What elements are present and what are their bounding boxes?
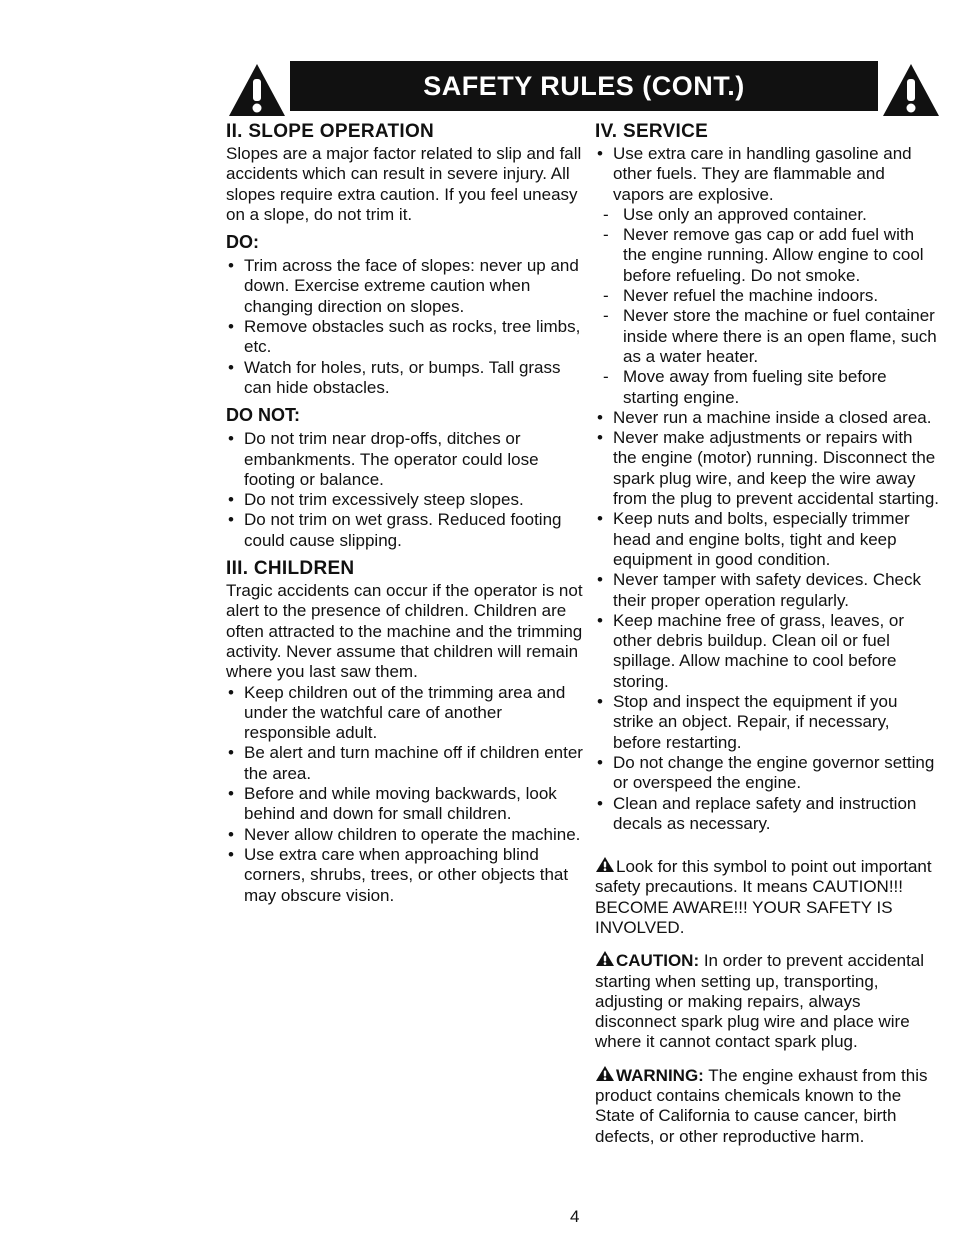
- list-item: • Keep machine free of grass, leaves, or other debris buildup. Clean oil or fuel spillage. Allow machine to cool before storing.: [595, 611, 940, 692]
- right-column: [595, 120, 940, 1147]
- page-number: 4: [570, 1207, 580, 1226]
- list-item: [595, 144, 940, 408]
- list-item: • Never allow children to operate the machine.: [226, 825, 586, 845]
- symbol-note-text: Look for this symbol to point out important safety precautions. It means CAUTION!!! BECOME AWARE!!! YOUR SAFETY IS INVOLVED.: [595, 857, 932, 937]
- list-item-text: Use extra care in handling gasoline and other fuels. They are flammable and vapors are explosive.: [613, 144, 912, 204]
- list-item: • Do not trim excessively steep slopes.: [226, 490, 586, 510]
- sub-list-item: - Never remove gas cap or add fuel with the engine running. Allow engine to cool before refueling. Do not smoke.: [595, 225, 940, 286]
- list-item: • Do not change the engine governor setting or overspeed the engine.: [595, 753, 940, 794]
- sub-list-item: - Never refuel the machine indoors.: [595, 286, 940, 306]
- warning-triangle-icon: [595, 1065, 615, 1082]
- caution-note: [595, 950, 940, 1052]
- warning-text: The engine exhaust from this product contains chemicals known to the State of California to cause cancer, birth defects, or other reproductive harm.: [595, 1065, 928, 1146]
- left-column: [226, 120, 586, 906]
- warning-triangle-icon: [595, 856, 615, 873]
- list-item: • Watch for holes, ruts, or bumps. Tall grass can hide obstacles.: [226, 358, 586, 399]
- list-item: • Be alert and turn machine off if children enter the area.: [226, 743, 586, 784]
- warning-triangle-icon: [227, 62, 287, 118]
- list-item: • Keep nuts and bolts, especially trimmer head and engine bolts, tight and keep equipment in good condition.: [595, 509, 940, 570]
- service-heading: IV. SERVICE: [595, 121, 709, 142]
- fuel-sub-list: [595, 205, 940, 408]
- children-heading: III. CHILDREN: [226, 558, 355, 580]
- sub-list-item: - Move away from fueling site before starting engine.: [595, 367, 940, 408]
- children-intro: Tragic accidents can occur if the operator is not alert to the presence of children. Children are often attracted to the machine and the trimming activity. Never assume that children will remain where you last saw them.: [226, 581, 583, 682]
- list-item: • Do not trim near drop-offs, ditches or embankments. The operator could lose footing or balance.: [226, 429, 586, 490]
- caution-text: In order to prevent accidental starting when setting up, transporting, adjusting or making repairs, always disconnect spark plug wire and place wire where it cannot contact spark plug.: [595, 951, 925, 1052]
- sub-list-item: - Use only an approved container.: [595, 205, 940, 225]
- warning-triangle-icon: [881, 62, 941, 118]
- banner-title: SAFETY RULES (CONT.): [290, 61, 878, 111]
- do-list: [226, 256, 586, 398]
- warning-note: [595, 1065, 940, 1147]
- list-item: • Trim across the face of slopes: never up and down. Exercise extreme caution when changing direction on slopes.: [226, 256, 586, 317]
- warning-label: WARNING:: [616, 1065, 704, 1085]
- sub-list-item: - Never store the machine or fuel container inside where there is an open flame, such as a water heater.: [595, 306, 940, 367]
- list-item: • Clean and replace safety and instruction decals as necessary.: [595, 794, 940, 835]
- caution-label: CAUTION:: [616, 951, 700, 971]
- symbol-note: [595, 856, 940, 938]
- list-item: • Before and while moving backwards, look behind and down for small children.: [226, 784, 586, 825]
- list-item: • Remove obstacles such as rocks, tree limbs, etc.: [226, 317, 586, 358]
- list-item: • Use extra care when approaching blind corners, shrubs, trees, or other objects that may obscure vision.: [226, 845, 586, 906]
- warning-triangle-icon: [595, 950, 615, 967]
- section-banner: [225, 58, 941, 120]
- list-item: • Do not trim on wet grass. Reduced footing could cause slipping.: [226, 510, 586, 551]
- slope-intro: Slopes are a major factor related to slip and fall accidents which can result in severe injury. All slopes require extra caution. If you feel uneasy on a slope, do not trim it.: [226, 144, 582, 224]
- do-not-list: [226, 429, 586, 551]
- service-list: [595, 144, 940, 834]
- list-item: • Never run a machine inside a closed area.: [595, 408, 940, 428]
- do-not-heading: DO NOT:: [226, 405, 300, 426]
- list-item: • Keep children out of the trimming area and under the watchful care of another responsible adult.: [226, 683, 586, 744]
- do-heading: DO:: [226, 232, 259, 253]
- list-item: • Never make adjustments or repairs with the engine (motor) running. Disconnect the spark plug wire, and keep the wire away from the plug to prevent accidental starting.: [595, 428, 940, 509]
- list-item: • Never tamper with safety devices. Check their proper operation regularly.: [595, 570, 940, 611]
- children-list: [226, 683, 586, 906]
- slope-operation-heading: II. SLOPE OPERATION: [226, 121, 435, 142]
- list-item: • Stop and inspect the equipment if you strike an object. Repair, if necessary, before restarting.: [595, 692, 940, 753]
